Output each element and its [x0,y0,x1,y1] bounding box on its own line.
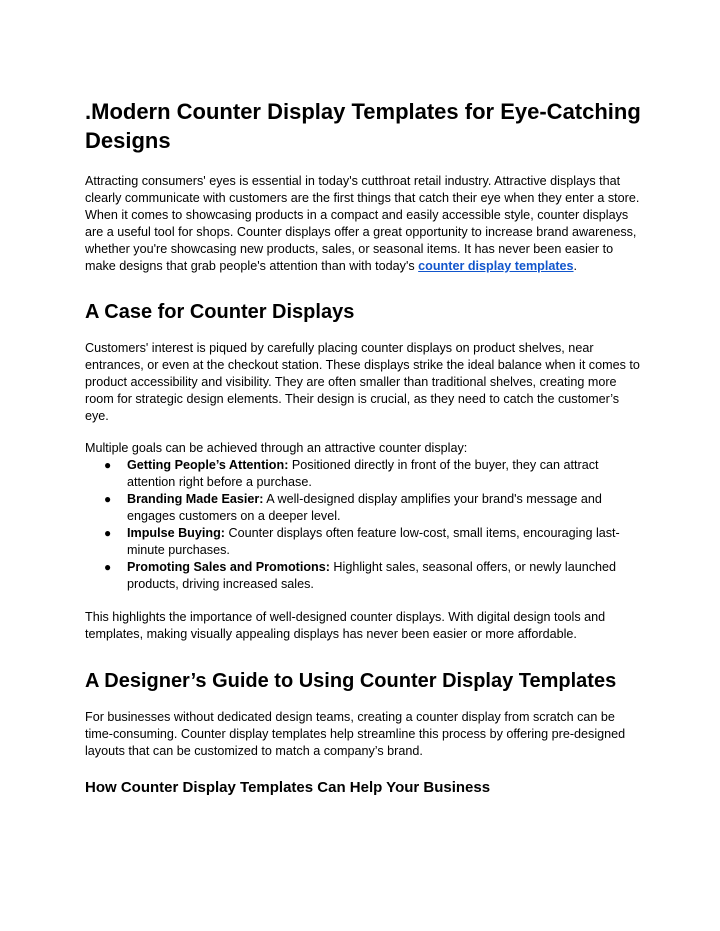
list-item-bold: Promoting Sales and Promotions: [127,560,330,574]
bullet-icon: ● [104,458,112,472]
intro-paragraph [85,173,645,275]
bullet-icon: ● [104,526,112,540]
page-title: .Modern Counter Display Templates for Eye-Catching Designs [85,99,641,153]
intro-text-end: . [573,259,578,273]
bullet-icon: ● [104,560,112,574]
guide-paragraph: For businesses without dedicated design teams, creating a counter display from scratch can be time-consuming. Counter display templates help streamline this process by offering pre-designed layouts that can be customized to match a company’s brand. [85,710,626,758]
list-item-text: Positioned directly in front of the buyer, they can attract attention right before a purchase. [127,458,599,489]
list-item [85,525,645,559]
goals-intro-paragraph: Multiple goals can be achieved through an attractive counter display: [85,441,468,455]
list-item-bold: Branding Made Easier: [127,492,264,506]
list-item-text: Counter displays often feature low-cost, small items, encouraging last-minute purchases. [127,526,620,557]
case-paragraph: Customers' interest is piqued by carefully placing counter displays on product shelves, near entrances, or even at the checkout station. These displays strike the ideal balance when it comes to product accessibility and visibility. They are often smaller than traditional shelves, creating more room for strategic design elements. Their design is crucial, as they need to catch the customer’s eye. [85,341,640,423]
importance-paragraph: This highlights the importance of well-designed counter displays. With digital design tools and templates, making visually appealing displays has never been easier or more affordable. [85,610,606,641]
list-item-bold: Impulse Buying: [127,526,225,540]
list-item-text: A well-designed display amplifies your brand's message and engages customers on a deeper level. [127,492,602,523]
goals-list [85,457,645,593]
list-item [85,457,645,491]
list-item-bold: Getting People’s Attention: [127,458,289,472]
intro-text: Attracting consumers' eyes is essential in today's cutthroat retail industry. Attractive displays that clearly communicate with customers are the first things that catch their eye when they enter a store. When it comes to showcasing products in a compact and easily accessible style, counter displays are a useful tool for shops. Counter displays offer a great opportunity to increase brand awareness, whether you're showcasing new products, sales, or seasonal items. It has never been easier to make designs that grab people's attention than with today's [85,174,640,273]
counter-display-templates-link[interactable]: counter display templates [418,259,574,273]
list-item-text: Highlight sales, seasonal offers, or newly launched products, driving increased sales. [127,560,617,591]
document-body [85,97,645,798]
bullet-icon: ● [104,492,112,506]
subheading-help: How Counter Display Templates Can Help Your Business [85,779,491,796]
section-heading-case: A Case for Counter Displays [85,301,355,323]
list-item [85,559,645,593]
list-item [85,491,645,525]
section-heading-guide: A Designer’s Guide to Using Counter Display Templates [85,670,617,692]
